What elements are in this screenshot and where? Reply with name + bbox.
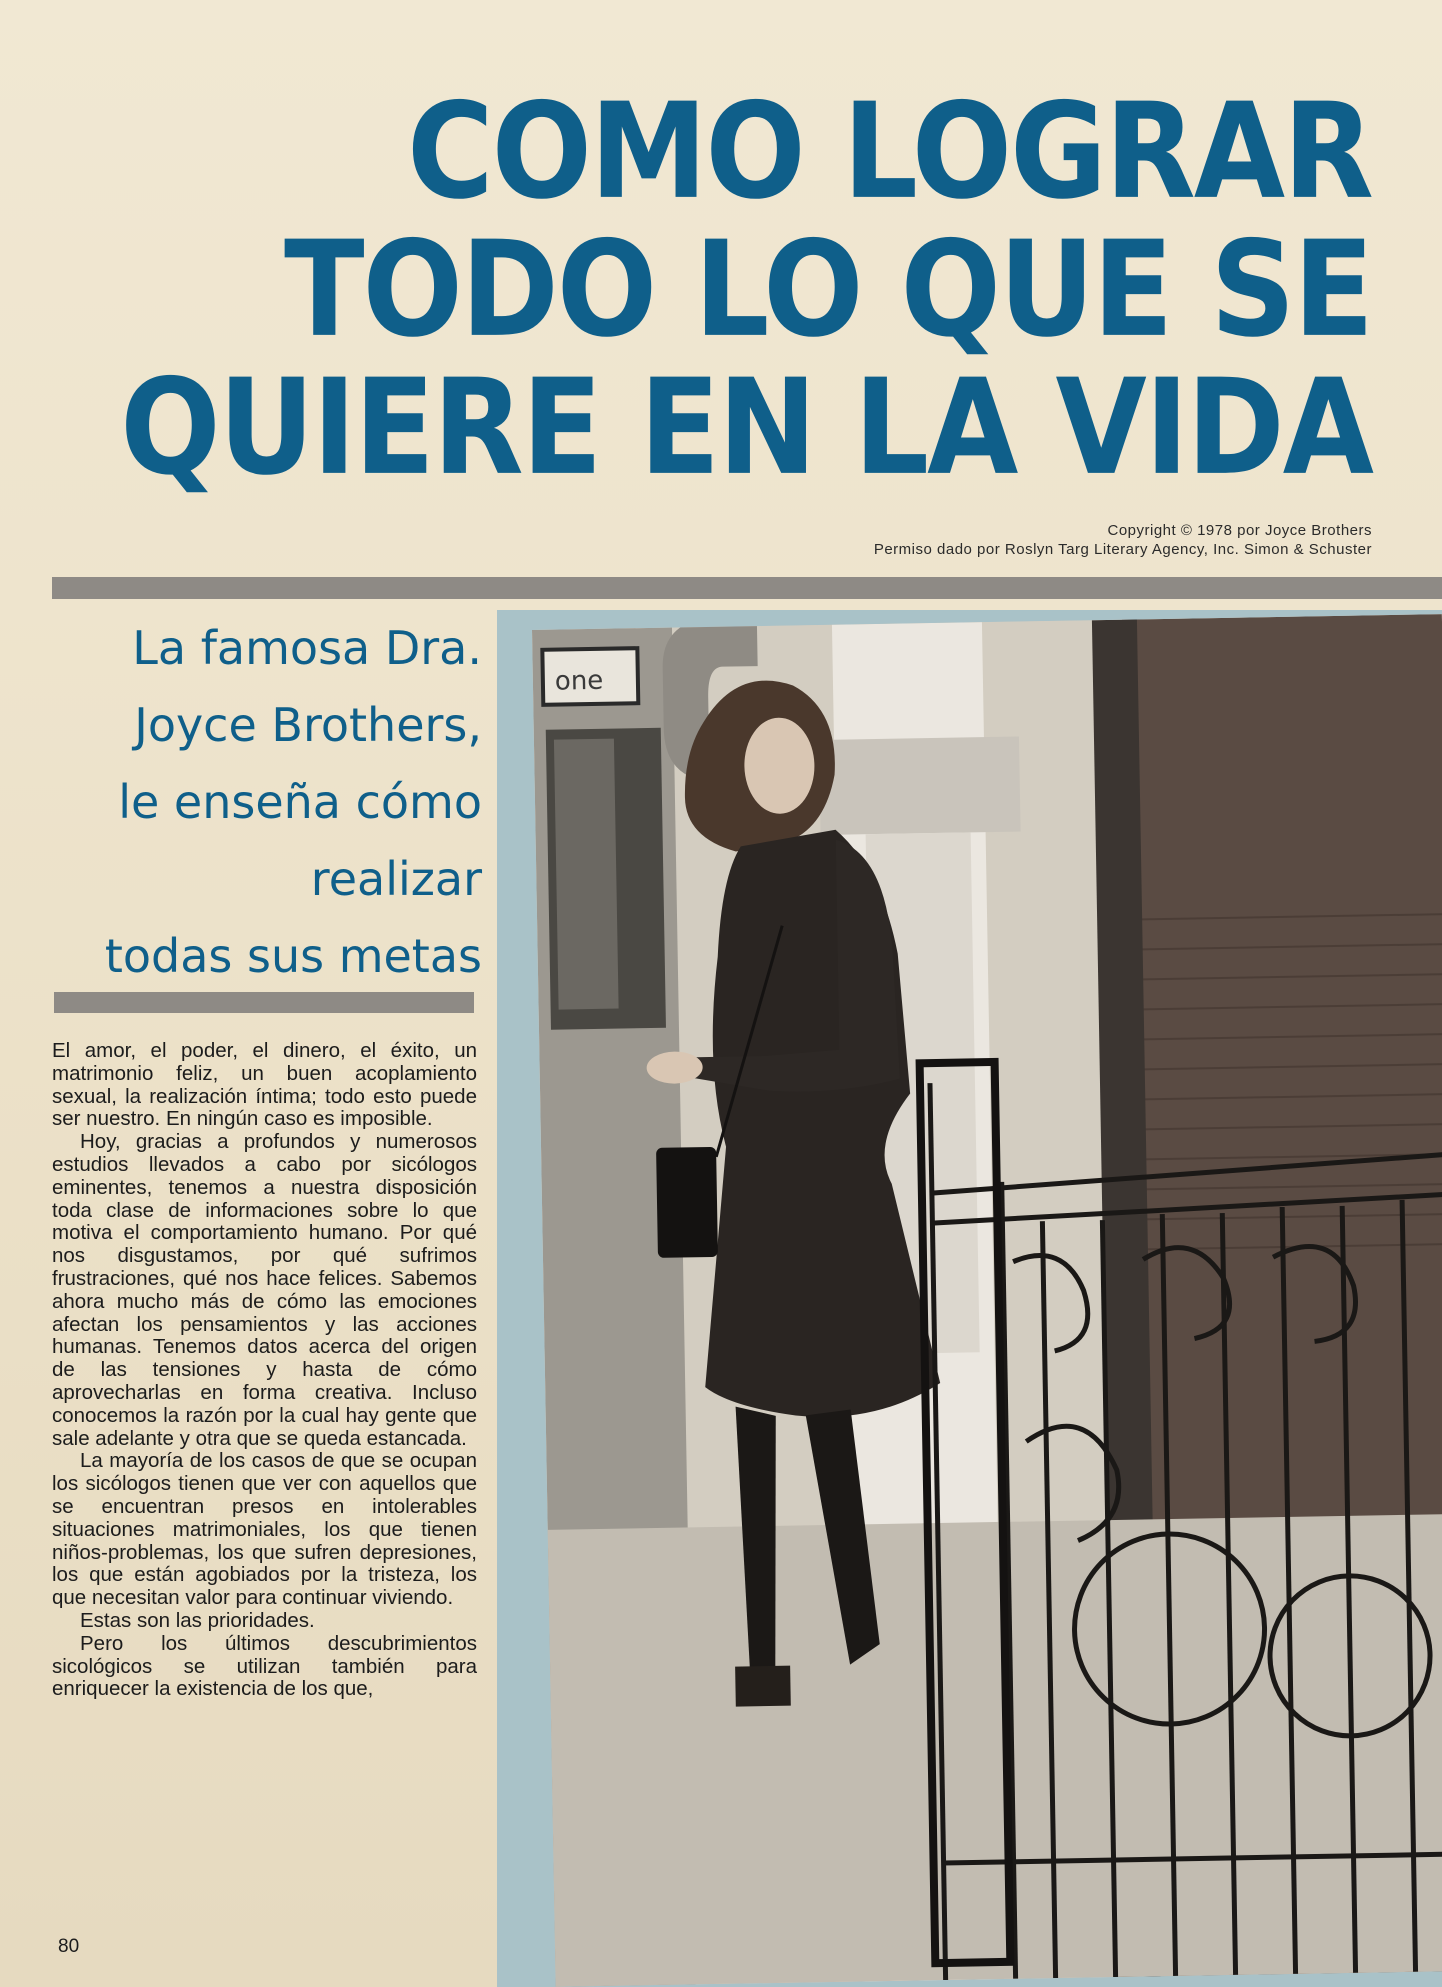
subheading-line-4: realizar bbox=[310, 852, 482, 906]
page-number: 80 bbox=[58, 1936, 80, 1957]
body-paragraph-3: La mayoría de los casos de que se ocupan los sicólogos tienen que ver con aquellos que se encuentran presos en intolerables situaciones matrimoniales, los que tienen niños-problemas, los que sufren depresiones, los que están agobiados por la tristeza, los que necesitan valor para continuar viviendo. bbox=[52, 1449, 477, 1610]
copyright-line-1: Copyright © 1978 por Joyce Brothers bbox=[1107, 522, 1372, 539]
subheading-line-3: le enseña cómo bbox=[118, 775, 482, 829]
subheading-divider-rule bbox=[54, 992, 474, 1013]
subheading-line-2: Joyce Brothers, bbox=[134, 698, 482, 752]
body-paragraph-4: Estas son las prioridades. bbox=[80, 1608, 315, 1632]
headline-line-1: COMO LOGRAR bbox=[407, 73, 1372, 229]
copyright-line-2: Permiso dado por Roslyn Targ Literary Agency, Inc. Simon & Schuster bbox=[873, 541, 1372, 558]
subheading-line-1: La famosa Dra. bbox=[132, 621, 482, 675]
top-divider-rule bbox=[52, 577, 1442, 599]
article-body bbox=[52, 1040, 477, 1701]
subheading bbox=[52, 610, 482, 995]
subheading-line-5: todas sus metas bbox=[104, 929, 482, 983]
photo-illustration bbox=[532, 614, 1442, 1987]
woman-walking-photo bbox=[532, 614, 1442, 1987]
headline-line-3: QUIERE EN LA VIDA bbox=[120, 349, 1372, 505]
body-paragraph-1: El amor, el poder, el dinero, el éxito, un matrimonio feliz, un buen acoplamiento sexual, la realización íntima; todo esto puede ser nuestro. En ningún caso es imposible. bbox=[52, 1039, 477, 1131]
body-paragraph-5: Pero los últimos descubrimientos sicológicos se utilizan también para enriquecer la existencia de los que, bbox=[52, 1631, 477, 1701]
svg-text:one: one bbox=[554, 665, 604, 697]
headline-line-2: TODO LO QUE SE bbox=[284, 211, 1372, 367]
body-paragraph-2: Hoy, gracias a profundos y numerosos estudios llevados a cabo por sicólogos eminentes, tenemos a nuestra disposición toda clase de informaciones sobre lo que motiva el comportamiento humano. Por qué nos disgustamos, por qué sufrimos frustraciones, qué nos hace felices. Sabemos ahora mucho más de cómo las emociones afectan los pensamientos y las acciones humanas. Tenemos datos acerca del origen de las tensiones y hasta de cómo aprovecharlas en forma creativa. Incluso conocemos la razón por la cual hay gente que sale adelante y otra que se queda estancada. bbox=[52, 1130, 477, 1450]
copyright-notice bbox=[874, 521, 1372, 559]
